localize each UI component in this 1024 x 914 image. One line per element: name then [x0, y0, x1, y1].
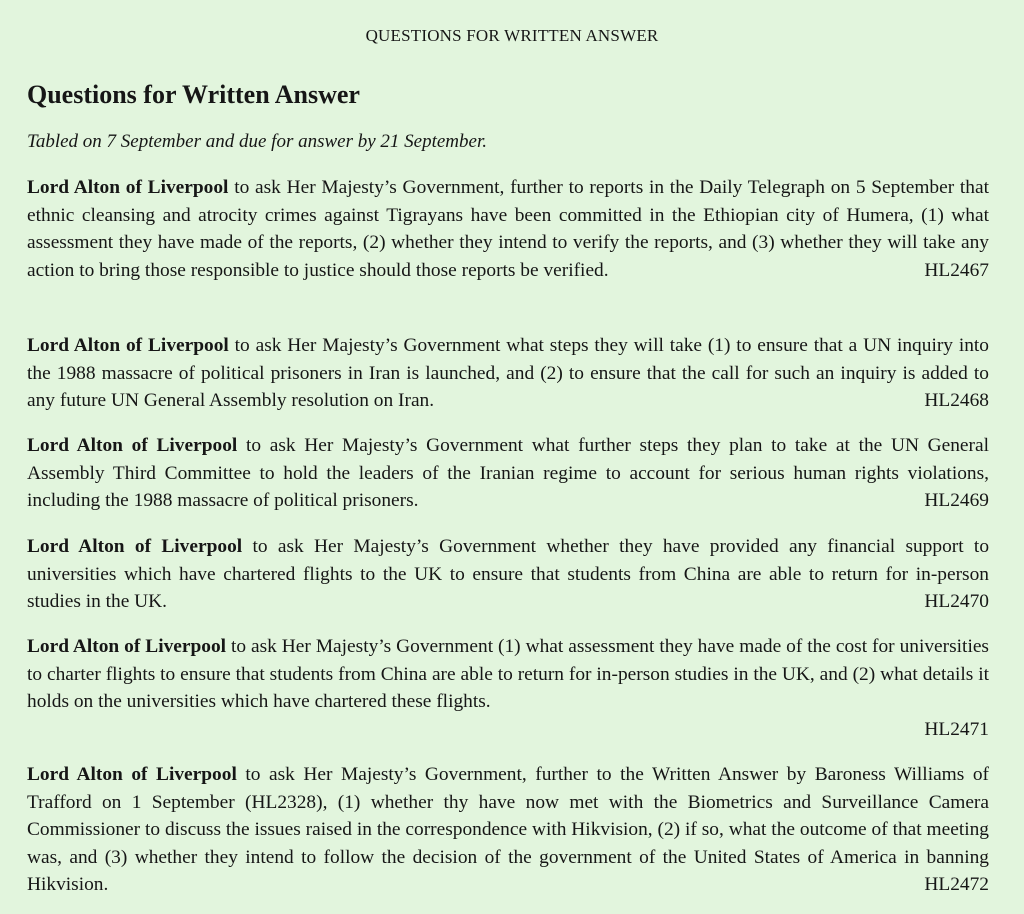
question-reference: HL2467 [924, 259, 989, 281]
running-head: QUESTIONS FOR WRITTEN ANSWER [365, 26, 659, 45]
question-text: to ask Her Majesty’s Government what steps they will take (1) to ensure that a UN inquiry into the 1988 massacre of political prisoners in Iran is launched, and (2) to ensure that the call for such an inquiry is added to any future UN General Assembly resolution on Iran. [27, 335, 990, 411]
question-item [27, 633, 989, 743]
member-name: Lord Alton of Liverpool [27, 764, 237, 785]
question-reference: HL2472 [924, 874, 989, 895]
member-name: Lord Alton of Liverpool [27, 335, 229, 356]
question-item [27, 332, 989, 415]
member-name: Lord Alton of Liverpool [27, 435, 238, 456]
question-item [27, 174, 989, 284]
member-name: Lord Alton of Liverpool [27, 177, 229, 198]
question-text: to ask Her Majesty’s Government whether they have provided any financial support to universities which have chartered flights to the UK to ensure that students from China are able to return for in-person studies in the UK. [27, 536, 990, 612]
question-text: to ask Her Majesty’s Government what further steps they plan to take at the UN General Assembly Third Committee to hold the leaders of the Iranian regime to account for serious human rights violations, including the 1988 massacre of political prisoners. [27, 435, 989, 511]
question-text: to ask Her Majesty’s Government, further to reports in the Daily Telegraph on 5 September that ethnic cleansing and atrocity crimes against Tigrayans have been committed in the Ethiopian city of Humera, (1) what assessment they have made of the reports, (2) whether they intend to verify the reports, and (3) whether they will take any action to bring those responsible to justice should those reports be verified. [27, 177, 990, 281]
page-title: Questions for Written Answer [27, 80, 360, 109]
question-item [27, 761, 989, 899]
question-reference: HL2468 [924, 390, 989, 411]
member-name: Lord Alton of Liverpool [27, 536, 243, 557]
question-text: to ask Her Majesty’s Government (1) what assessment they have made of the cost for universities to charter flights to ensure that students from China are able to return for in-person studies in the UK, and (2) what details it holds on the universities which have chartered these flights. [27, 636, 989, 712]
question-item [27, 533, 989, 616]
question-reference: HL2469 [924, 490, 989, 511]
tabled-note: Tabled on 7 September and due for answer by 21 September. [27, 131, 487, 152]
question-reference: HL2470 [924, 591, 989, 612]
question-text: to ask Her Majesty’s Government, further to the Written Answer by Baroness Williams of Trafford on 1 September (HL2328), (1) whether thy have now met with the Biometrics and Surveillance Camera Commissioner to discuss the issues raised in the correspondence with Hikvision, (2) if so, what the outcome of that meeting was, and (3) whether they intend to follow the decision of the government of the United States of America in banning Hikvision. [27, 764, 990, 895]
question-item [27, 432, 989, 515]
member-name: Lord Alton of Liverpool [27, 636, 227, 657]
question-reference: HL2471 [924, 718, 989, 740]
